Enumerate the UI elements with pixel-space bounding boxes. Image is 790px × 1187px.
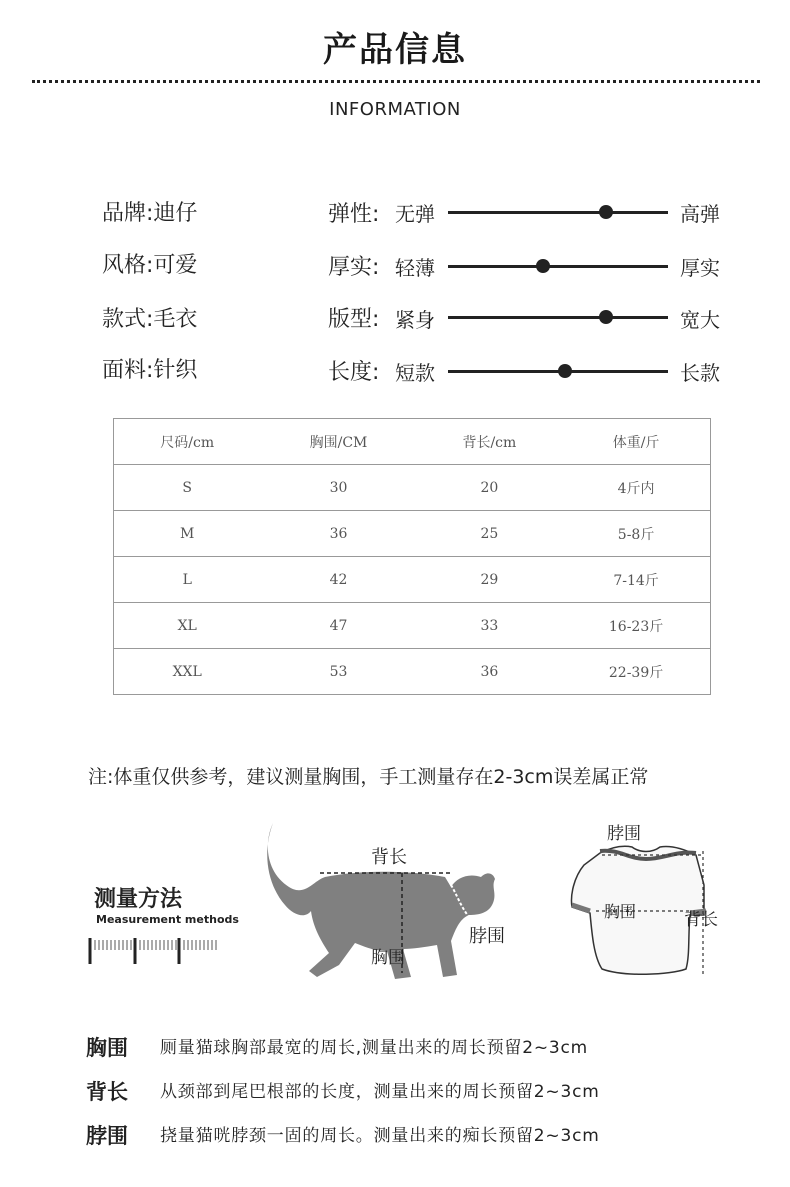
- table-cell: 22-39斤: [562, 649, 710, 695]
- table-row: [114, 465, 711, 511]
- prop-high-length: 长款: [680, 361, 720, 385]
- attr-brand: 品牌:迪仔: [102, 201, 198, 226]
- table-cell: 33: [417, 603, 563, 649]
- prop-low-fit: 紧身: [395, 308, 435, 332]
- cat-diagram: [255, 815, 525, 990]
- scale-track-thickness: [448, 265, 668, 268]
- table-cell: 42: [260, 557, 416, 603]
- def-text-neck: 挠量猫咣脖颈一固的周长。测量出来的痴长预留2~3cm: [160, 1126, 600, 1146]
- prop-low-elasticity: 无弹: [395, 202, 435, 226]
- table-cell: 53: [260, 649, 416, 695]
- cat-label-back: 背长: [371, 847, 407, 868]
- scale-track-elasticity: [448, 211, 668, 214]
- prop-high-elasticity: 高弹: [680, 202, 720, 226]
- scale-knob-fit: [599, 310, 613, 324]
- def-term-chest: 胸围: [86, 1036, 128, 1060]
- table-cell: 16-23斤: [562, 603, 710, 649]
- table-row: [114, 603, 711, 649]
- table-row: [114, 649, 711, 695]
- prop-high-thickness: 厚实: [680, 256, 720, 280]
- scale-knob-elasticity: [599, 205, 613, 219]
- table-cell: L: [114, 557, 261, 603]
- table-header: 尺码/cm: [114, 419, 261, 465]
- table-cell: 7-14斤: [562, 557, 710, 603]
- table-cell: 36: [417, 649, 563, 695]
- shirt-diagram: [560, 815, 740, 985]
- cat-label-chest: 胸围: [371, 948, 405, 968]
- table-row: [114, 511, 711, 557]
- prop-label-elasticity: 弹性:: [328, 202, 380, 227]
- measurement-title: 测量方法: [94, 887, 183, 912]
- page-subtitle: INFORMATION: [329, 99, 461, 120]
- scale-knob-length: [558, 364, 572, 378]
- scale-track-fit: [448, 316, 668, 319]
- scale-knob-thickness: [536, 259, 550, 273]
- measurement-subtitle: Measurement methods: [96, 913, 239, 926]
- table-header: 胸围/CM: [260, 419, 416, 465]
- table-cell: 47: [260, 603, 416, 649]
- prop-high-fit: 宽大: [680, 308, 720, 332]
- weight-note: 注:体重仅供参考，建议测量胸围，手工测量存在2-3cm误差属正常: [88, 766, 649, 788]
- page-title: 产品信息: [323, 30, 467, 70]
- ruler-icon: [88, 934, 220, 968]
- shirt-label-back: 背长: [684, 910, 718, 930]
- table-header: 背长/cm: [417, 419, 563, 465]
- table-header-row: [114, 419, 711, 465]
- prop-label-length: 长度:: [328, 360, 380, 385]
- scale-track-length: [448, 370, 668, 373]
- def-text-chest: 厕量猫球胸部最宽的周长,测量出来的周长预留2~3cm: [160, 1038, 588, 1058]
- cat-label-neck: 脖围: [469, 926, 505, 947]
- table-row: [114, 557, 711, 603]
- table-header: 体重/斤: [562, 419, 710, 465]
- table-cell: S: [114, 465, 261, 511]
- table-cell: 36: [260, 511, 416, 557]
- prop-label-fit: 版型:: [328, 307, 380, 332]
- table-cell: XXL: [114, 649, 261, 695]
- prop-low-thickness: 轻薄: [395, 256, 435, 280]
- table-cell: XL: [114, 603, 261, 649]
- def-text-back: 从颈部到尾巴根部的长度，测量出来的周长预留2~3cm: [160, 1082, 600, 1102]
- attr-style: 风格:可爱: [102, 253, 198, 278]
- prop-label-thickness: 厚实:: [328, 255, 380, 280]
- dotted-divider: [32, 80, 760, 83]
- attr-type: 款式:毛衣: [102, 307, 198, 332]
- table-cell: M: [114, 511, 261, 557]
- table-cell: 4斤内: [562, 465, 710, 511]
- def-term-back: 背长: [86, 1080, 128, 1104]
- table-cell: 30: [260, 465, 416, 511]
- table-cell: 5-8斤: [562, 511, 710, 557]
- def-term-neck: 脖围: [86, 1124, 128, 1148]
- prop-low-length: 短款: [395, 361, 435, 385]
- table-cell: 29: [417, 557, 563, 603]
- table-cell: 25: [417, 511, 563, 557]
- shirt-label-neck: 脖围: [607, 824, 641, 844]
- attr-fabric: 面料:针织: [102, 358, 198, 383]
- size-table: [113, 418, 711, 695]
- table-cell: 20: [417, 465, 563, 511]
- shirt-label-chest: 胸围: [604, 902, 637, 921]
